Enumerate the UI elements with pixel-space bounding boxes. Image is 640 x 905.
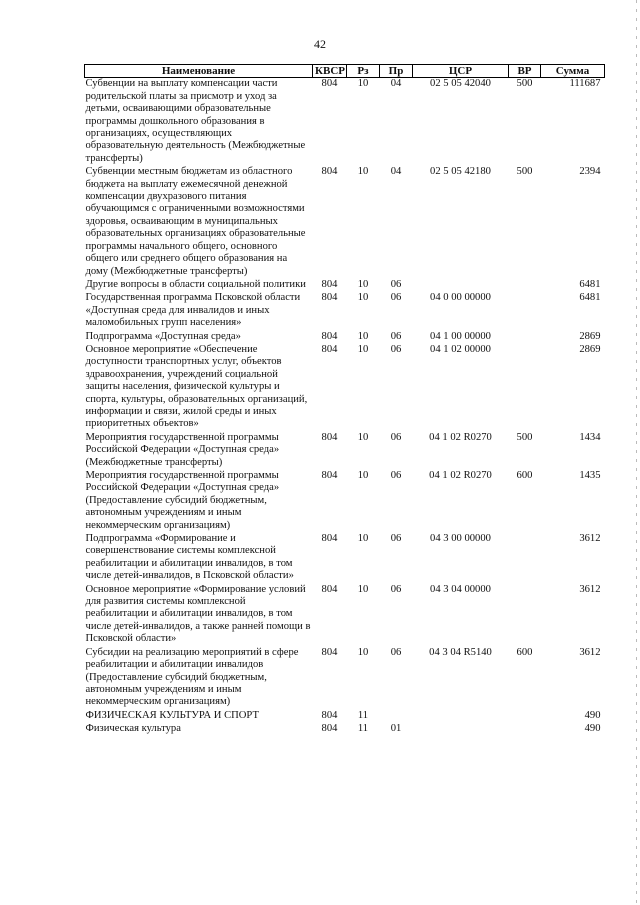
- cell-rz: 11: [357, 709, 369, 721]
- cell-name: Мероприятия государственной программы Российской Федерации «Доступная среда» (Предоставление субсидий бюджетным, автономным учреждениям и иным некоммерческим организациям): [85, 470, 280, 531]
- cell-sum: 3612: [579, 646, 601, 658]
- header-csr: ЦСР: [413, 65, 509, 78]
- cell-kvsr: 804: [321, 533, 338, 545]
- cell-vr: [509, 722, 541, 735]
- table-row: [85, 165, 605, 278]
- cell-kvsr: 804: [321, 583, 338, 595]
- table-row: [85, 343, 605, 431]
- cell-kvsr: 804: [321, 431, 338, 443]
- cell-kvsr: 804: [321, 646, 338, 658]
- cell-vr: 600: [516, 470, 533, 481]
- cell-kvsr: 804: [321, 166, 338, 178]
- cell-rz: 10: [357, 533, 369, 545]
- cell-csr: 04 1 02 R0270: [429, 470, 492, 481]
- cell-name: Субвенции на выплату компенсации части родительской платы за присмотр и уход за детьми, осваивающими образовательные программы дошкольного образования в организациях, осуществляющих образовательную деятельность (Межбюджетные трансферты): [85, 78, 306, 164]
- cell-kvsr: 804: [321, 78, 338, 90]
- cell-name: Основное мероприятие «Формирование условий для развития системы комплексной реабилитации и абилитации инвалидов, в том числе детей-инвалидов, а также ранней помощи в Псковской области»: [85, 583, 311, 645]
- cell-rz: 10: [357, 330, 369, 342]
- cell-sum: 2394: [579, 166, 601, 178]
- cell-sum: 6481: [579, 292, 601, 304]
- table-row: [85, 722, 605, 735]
- cell-name: Подпрограмма «Доступная среда»: [85, 330, 241, 342]
- cell-pr: 06: [390, 343, 402, 355]
- cell-pr: 06: [390, 533, 402, 545]
- header-sum: Сумма: [541, 65, 605, 78]
- cell-pr: 06: [390, 292, 402, 304]
- header-kvsr: КВСР: [313, 65, 347, 78]
- cell-rz: 10: [357, 278, 369, 290]
- table-row: [85, 291, 605, 329]
- cell-kvsr: 804: [321, 723, 338, 735]
- cell-sum: 1434: [579, 431, 601, 443]
- cell-name: Основное мероприятие «Обеспечение доступности транспортных услуг, объектов здравоохранения, учреждений социальной защиты населения, физической культуры и спорта, культуры, образовательных организаций, информации и связи, жилой среды и иных приоритетных объектов»: [85, 343, 308, 430]
- cell-pr: 06: [390, 431, 402, 443]
- cell-sum: 3612: [579, 533, 601, 545]
- cell-kvsr: 804: [321, 343, 338, 355]
- table-row: [85, 469, 605, 532]
- cell-sum: 490: [584, 723, 601, 735]
- cell-vr: [509, 330, 541, 343]
- budget-table: [84, 64, 605, 736]
- cell-pr: 01: [390, 723, 402, 735]
- page-number: 42: [314, 37, 326, 51]
- cell-csr: 04 1 02 00000: [430, 343, 491, 355]
- cell-vr: 500: [516, 431, 533, 443]
- cell-pr: 06: [390, 646, 402, 658]
- cell-kvsr: 804: [321, 278, 338, 290]
- cell-csr: 02 5 05 42180: [430, 166, 491, 178]
- cell-name: ФИЗИЧЕСКАЯ КУЛЬТУРА И СПОРТ: [85, 709, 259, 721]
- cell-pr: 04: [390, 78, 402, 90]
- cell-csr: 04 3 00 00000: [430, 533, 491, 545]
- cell-pr: 06: [390, 278, 402, 290]
- cell-csr: [413, 722, 509, 735]
- cell-kvsr: 804: [321, 292, 338, 304]
- cell-csr: 02 5 05 42040: [430, 78, 491, 90]
- cell-rz: 10: [357, 343, 369, 355]
- table-row: [85, 532, 605, 583]
- cell-name: Физическая культура: [85, 723, 181, 735]
- cell-pr: 06: [390, 583, 402, 595]
- scan-edge: [636, 0, 637, 905]
- cell-pr: [380, 709, 413, 722]
- cell-vr: 500: [516, 166, 533, 178]
- cell-name: Другие вопросы в области социальной политики: [85, 278, 306, 290]
- cell-name: Подпрограмма «Формирование и совершенствование системы комплексной реабилитации и абилитации инвалидов, в том числе детей-инвалидов, в Псковской области»: [85, 533, 294, 582]
- cell-rz: 11: [357, 723, 369, 735]
- cell-vr: [509, 343, 541, 431]
- table-row: [85, 646, 605, 709]
- cell-vr: [509, 278, 541, 291]
- cell-csr: [413, 278, 509, 291]
- cell-kvsr: 804: [321, 709, 338, 721]
- cell-name: Государственная программа Псковской области «Доступная среда для инвалидов и иных маломобильных групп населения»: [85, 292, 301, 329]
- cell-csr: 04 3 04 R5140: [429, 646, 492, 658]
- cell-kvsr: 804: [321, 470, 338, 481]
- cell-rz: 10: [357, 470, 369, 481]
- header-vr: ВР: [509, 65, 541, 78]
- header-rz: Рз: [347, 65, 380, 78]
- cell-sum: 490: [584, 709, 601, 721]
- cell-rz: 10: [357, 292, 369, 304]
- cell-sum: 111687: [569, 78, 601, 90]
- table-row: [85, 583, 605, 646]
- cell-rz: 10: [357, 431, 369, 443]
- cell-vr: [509, 532, 541, 583]
- cell-vr: 600: [516, 646, 533, 658]
- cell-csr: 04 3 04 00000: [430, 583, 491, 595]
- cell-csr: [413, 709, 509, 722]
- table-row: [85, 709, 605, 722]
- cell-sum: 2869: [579, 343, 601, 355]
- cell-pr: 04: [390, 166, 402, 178]
- table-row: [85, 278, 605, 291]
- cell-rz: 10: [357, 78, 369, 90]
- cell-vr: [509, 291, 541, 329]
- cell-csr: 04 0 00 00000: [430, 292, 491, 304]
- header-pr: Пр: [380, 65, 413, 78]
- cell-sum: 6481: [579, 278, 601, 290]
- cell-name: Субсидии на реализацию мероприятий в сфере реабилитации и абилитации инвалидов (Предоставление субсидий бюджетным, автономным учреждениям и иным некоммерческим организациям): [85, 646, 299, 708]
- cell-sum: 3612: [579, 583, 601, 595]
- cell-kvsr: 804: [321, 330, 338, 342]
- header-name: Наименование: [85, 65, 313, 78]
- cell-vr: [509, 709, 541, 722]
- cell-sum: 1435: [579, 470, 601, 481]
- cell-vr: [509, 583, 541, 646]
- header-row: [85, 65, 605, 78]
- table-row: [85, 330, 605, 343]
- cell-rz: 10: [357, 166, 369, 178]
- table-row: [85, 78, 605, 165]
- cell-sum: 2869: [579, 330, 601, 342]
- cell-pr: 06: [390, 330, 402, 342]
- cell-csr: 04 1 02 R0270: [429, 431, 492, 443]
- cell-name: Мероприятия государственной программы Российской Федерации «Доступная среда» (Межбюджетные трансферты): [85, 431, 280, 468]
- cell-vr: 500: [516, 78, 533, 90]
- cell-pr: 06: [390, 470, 402, 481]
- cell-rz: 10: [357, 646, 369, 658]
- cell-name: Субвенции местным бюджетам из областного бюджета на выплату ежемесячной денежной компенсации двухразового питания обучающимся с ограниченными возможностями здоровья, осваивающим в муниципальных образовательных организациях образовательные программы начального общего, основного общего или среднего общего образования на дому (Межбюджетные трансферты): [85, 166, 306, 277]
- cell-csr: 04 1 00 00000: [430, 330, 491, 342]
- cell-rz: 10: [357, 583, 369, 595]
- table-row: [85, 431, 605, 469]
